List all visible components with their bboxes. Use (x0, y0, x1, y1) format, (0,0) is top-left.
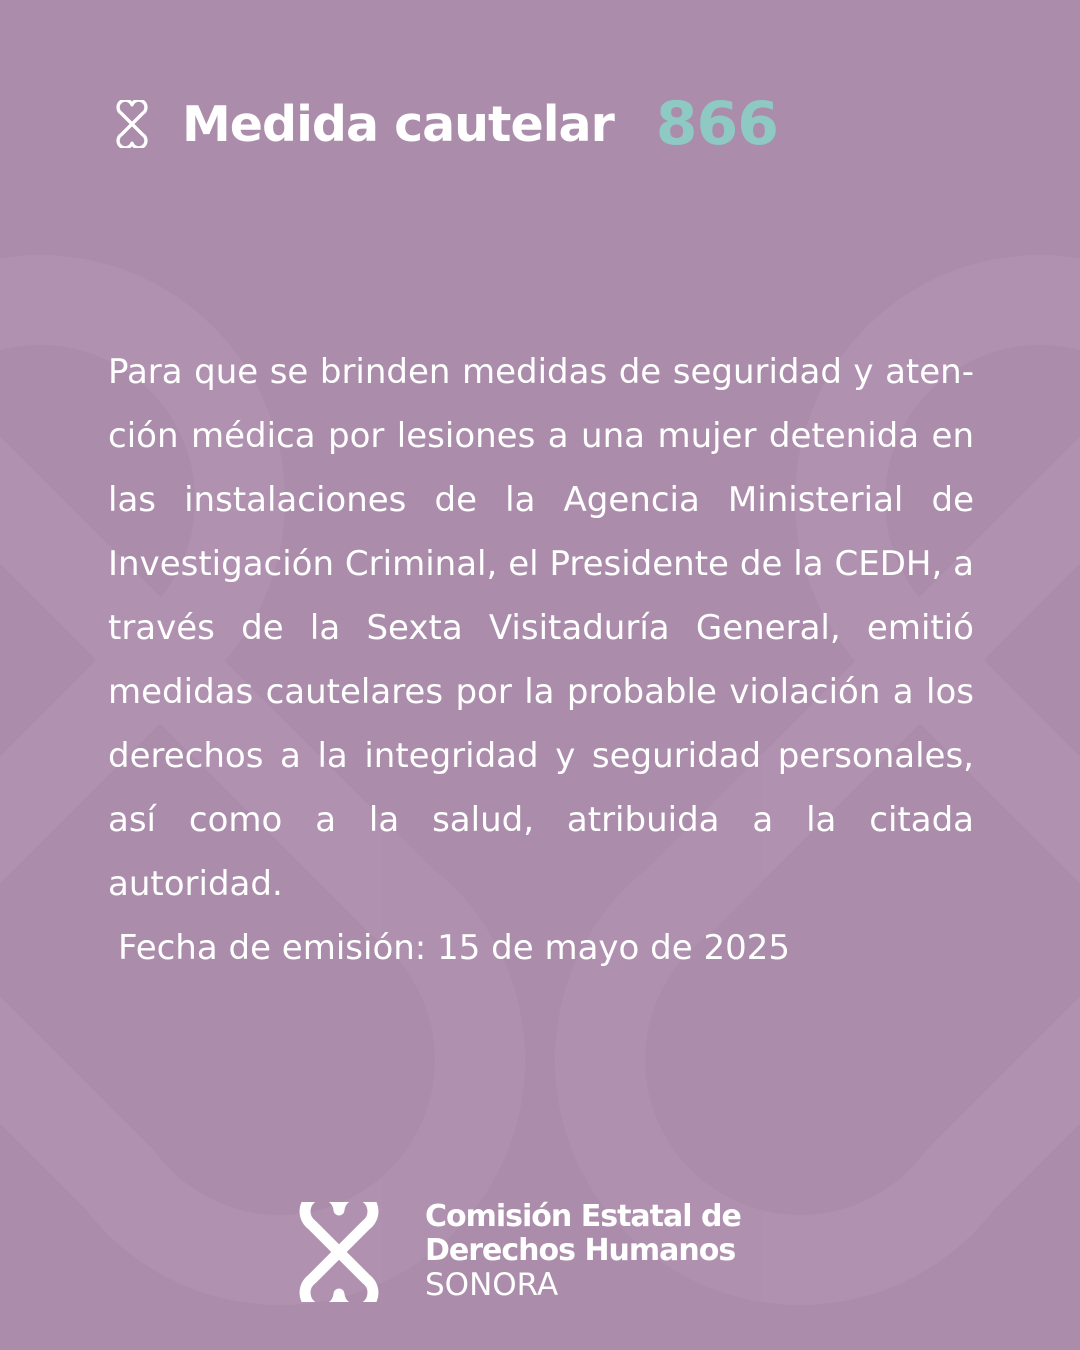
org-state: SONORA (425, 1267, 559, 1303)
header (108, 88, 778, 160)
cedh-logo-icon (108, 100, 156, 148)
org-name-line1: Comisión Estatal de (425, 1199, 741, 1234)
emission-date: Fecha de emisión: 15 de mayo de 2025 (118, 928, 790, 968)
organization-name (425, 1200, 741, 1302)
cedh-logo-icon (286, 1202, 392, 1302)
measure-number: 866 (655, 89, 778, 159)
org-name-line2: Derechos Humanos (425, 1233, 736, 1268)
body-paragraph: Para que se brinden medidas de seguridad y atención médica por lesiones a una mujer detenida en las instalaciones de la Agencia Ministerial de Investigación Criminal, el Presidente de la CEDH, a través de la Sexta Visitaduría General, emitió medidas cautelares por la probable violación a los derechos a la integridad y seguridad personales, así como a la salud, atribuida a la citada autoridad. (108, 352, 974, 904)
page-title: Medida cautelar (182, 95, 614, 153)
